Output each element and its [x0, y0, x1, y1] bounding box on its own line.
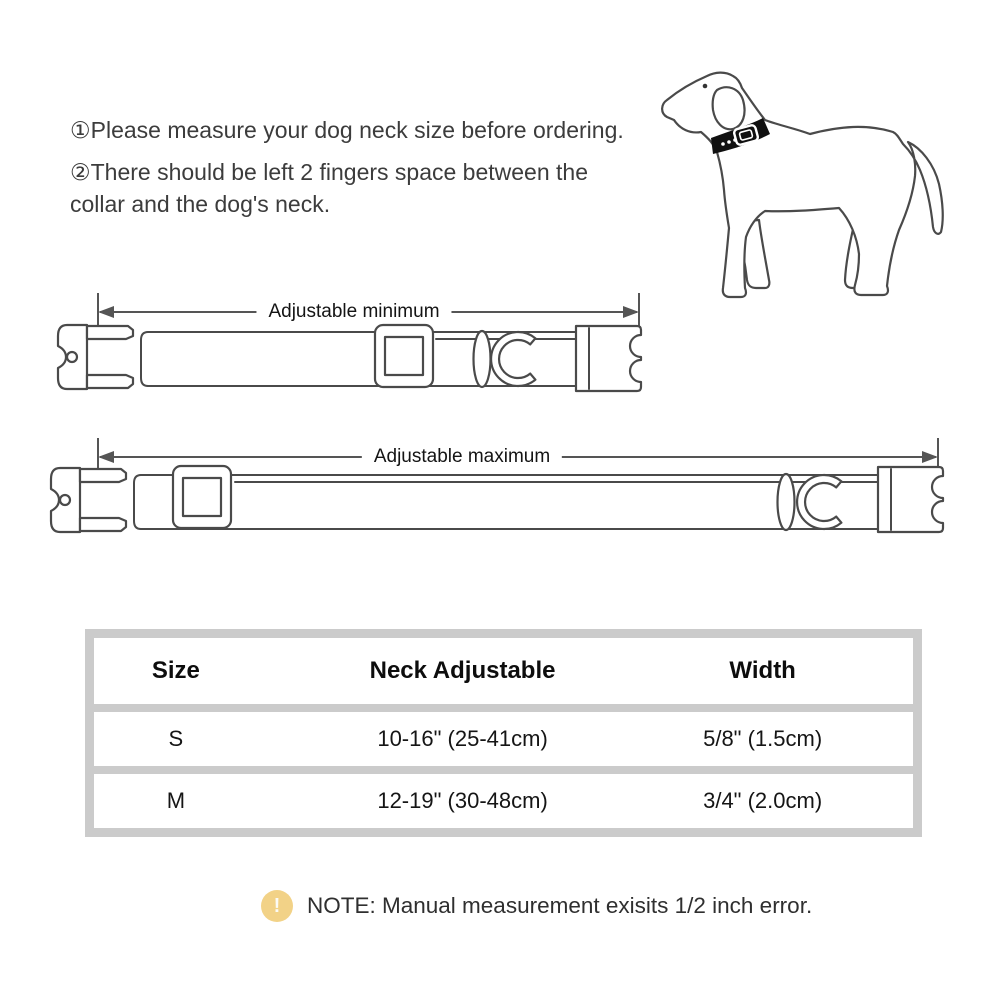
exclamation-icon [261, 890, 293, 922]
cell-width-s: 5/8" (1.5cm) [703, 726, 823, 751]
instruction-line-3: collar and the dog's neck. [70, 191, 331, 217]
male-buckle [576, 326, 641, 391]
adjustable-minimum-label: Adjustable minimum [256, 301, 451, 323]
dog-body-outline [662, 73, 943, 297]
instruction-line-1: ①Please measure your dog neck size before ordering. [70, 117, 624, 143]
size-table-header-row [94, 638, 913, 704]
measuring-instructions [70, 114, 670, 220]
exclamation-glyph: ! [273, 894, 281, 917]
cell-width-m: 3/4" (2.0cm) [703, 788, 823, 813]
male-buckle [878, 467, 943, 532]
dog-collar-hole [721, 142, 725, 146]
keeper-loop [474, 331, 491, 387]
d-ring [491, 332, 535, 386]
table-row [94, 712, 913, 766]
size-table [85, 629, 922, 837]
d-ring [797, 475, 841, 529]
header-width: Width [729, 657, 796, 684]
tri-glide-slider [173, 466, 231, 528]
dog-collar-hole [733, 138, 737, 142]
arrowhead-left-icon [98, 451, 114, 463]
cell-size-m: M [166, 788, 186, 813]
tri-glide-slider [375, 325, 433, 387]
arrowhead-left-icon [98, 306, 114, 318]
instruction-line-2: ②There should be left 2 fingers space between the [70, 159, 588, 185]
cell-size-s: S [168, 726, 184, 751]
dog-illustration [645, 42, 965, 302]
cell-neck-s: 10-16" (25-41cm) [377, 726, 548, 751]
header-neck-adjustable: Neck Adjustable [369, 657, 556, 684]
dog-ear [713, 87, 745, 129]
keeper-loop [778, 474, 795, 530]
adjustable-maximum-label: Adjustable maximum [362, 446, 562, 468]
female-buckle [51, 468, 144, 532]
dog-collar-hole [727, 140, 731, 144]
table-row [94, 774, 913, 828]
cell-neck-m: 12-19" (30-48cm) [377, 788, 548, 813]
header-size: Size [151, 657, 200, 684]
arrowhead-right-icon [922, 451, 938, 463]
measurement-note: NOTE: Manual measurement exisits 1/2 inch error. [307, 893, 813, 918]
arrowhead-right-icon [623, 306, 639, 318]
female-buckle [58, 325, 151, 389]
dog-eye [703, 84, 708, 89]
